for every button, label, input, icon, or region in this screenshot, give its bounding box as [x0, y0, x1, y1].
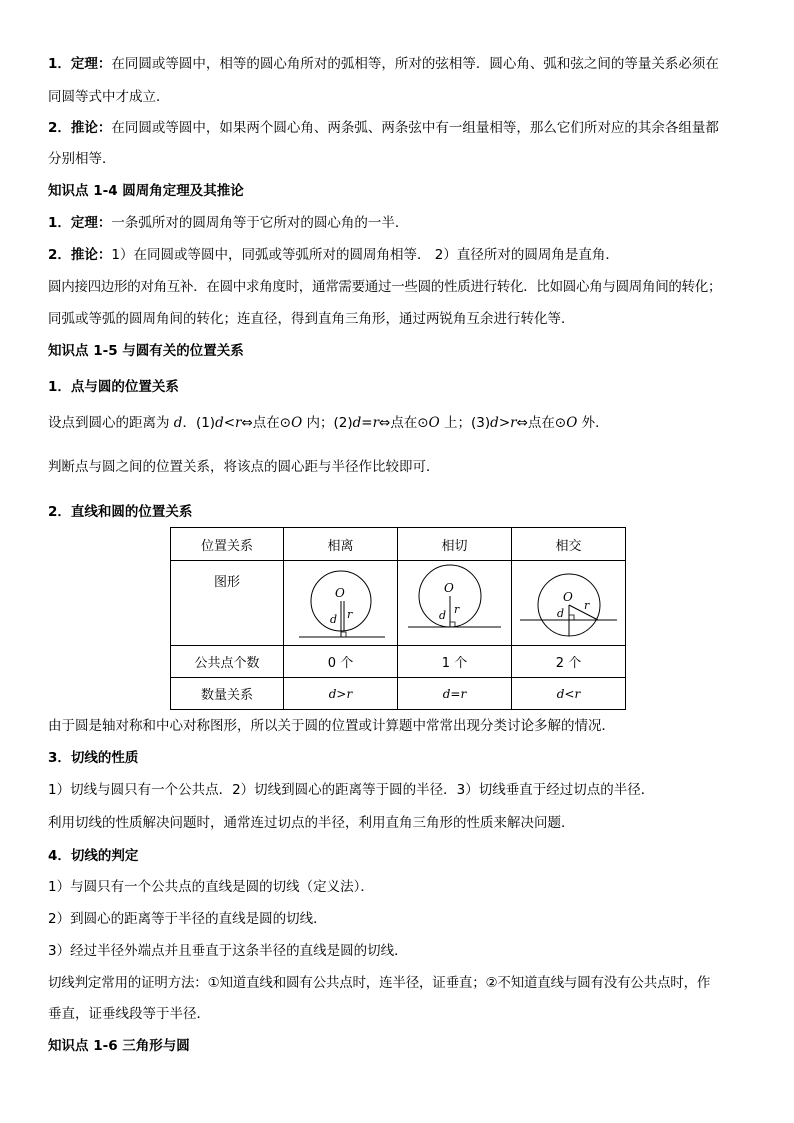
subsection-tangent-properties: 3．切线的性质	[48, 750, 139, 766]
label-r: r	[346, 608, 352, 621]
subsection-point-circle: 1．点与圆的位置关系	[48, 379, 179, 395]
item-text: 在同圆或等圆中，相等的圆心角所对的弧相等，所对的弦相等．圆心角、弧和弦之间的等量关系必须在	[111, 56, 719, 72]
circle-intersect-diagram	[512, 561, 625, 645]
table-cell: d>r	[284, 678, 398, 710]
table-label-cell: 公共点个数	[171, 646, 284, 678]
section-heading-1-5: 知识点 1-5 与圆有关的位置关系	[48, 343, 244, 359]
table-cell: 2 个	[512, 646, 626, 678]
condition-on: d=r	[352, 415, 380, 431]
table-label-cell: 数量关系	[171, 678, 284, 710]
tangent-properties-line: 1）切线与圆只有一个公共点．2）切线到圆心的距离等于圆的半径．3）切线垂直于经过切点的半径．	[48, 782, 655, 798]
symmetry-note-line: 由于圆是轴对称和中心对称图形，所以关于圆的位置或计算题中常常出现分类讨论多解的情况．	[48, 718, 615, 734]
item-label: 定理：	[70, 215, 112, 231]
table-header-cell: 相交	[512, 528, 626, 561]
label-d: d	[557, 607, 565, 620]
figure-separate-cell	[284, 561, 398, 646]
section-heading-1-6: 知识点 1-6 三角形与圆	[48, 1038, 190, 1054]
table-row-quantity	[171, 678, 626, 710]
var-o: O	[428, 415, 440, 431]
item-label: 定理：	[70, 56, 112, 72]
inscribed-quadrilateral-line: 圆内接四边形的对角互补．在圆中求角度时，通常需要通过一些圆的性质进行转化．比如圆心角与圆周角间的转化；	[48, 279, 722, 295]
table-cell: d<r	[512, 678, 626, 710]
label-o: O	[563, 590, 573, 604]
label-r: r	[584, 599, 590, 612]
theorem-1-continuation: 同圆等式中才成立．	[48, 89, 170, 105]
table-cell: 1 个	[398, 646, 512, 678]
table-cell: 0 个	[284, 646, 398, 678]
text-part: 上；(3)	[439, 415, 491, 431]
criteria-2-line: 2）到圆心的距离等于半径的直线是圆的切线．	[48, 911, 327, 927]
section-heading-1-4: 知识点 1-4 圆周角定理及其推论	[48, 183, 244, 199]
corollary-2-line	[48, 245, 619, 265]
conversion-line: 同弧或等弧的圆周角间的转化；连直径，得到直角三角形，通过两锐角互余进行转化等．	[48, 311, 575, 327]
figure-label: 图形	[213, 575, 240, 590]
item-label: 推论：	[70, 247, 112, 263]
circle-tangent-diagram	[398, 561, 511, 645]
corollary-1-line	[48, 118, 719, 138]
label-d: d	[329, 613, 337, 626]
table-cell: d=r	[398, 678, 512, 710]
text-part: ⇔点在⊙	[241, 415, 292, 431]
line-circle-relation-table	[170, 527, 626, 710]
text-part: ．(1)	[182, 415, 216, 431]
label-d: d	[439, 609, 447, 622]
item-number: 2．	[48, 247, 71, 263]
text-part: ⇔点在⊙	[516, 415, 567, 431]
table-row-header	[171, 528, 626, 561]
item-number: 1．	[48, 56, 71, 72]
point-circle-relation-line	[48, 413, 609, 433]
item-text: 在同圆或等圆中，如果两个圆心角、两条弧、两条弦中有一组量相等，那么它们所对应的其余各组量都	[111, 120, 719, 136]
item-label: 推论：	[70, 120, 112, 136]
item-text: 1）在同圆或等圆中，同弧或等弧所对的圆周角相等． 2）直径所对的圆周角是直角．	[111, 247, 619, 263]
proof-method-line: 切线判定常用的证明方法：①知道直线和圆有公共点时，连半径，证垂直；②不知道直线与圆有没有公共点时，作	[48, 975, 711, 991]
condition-inside: d<r	[215, 415, 242, 431]
item-number: 1．	[48, 215, 71, 231]
point-circle-judge-line: 判断点与圆之间的位置关系，将该点的圆心距与半径作比较即可．	[48, 459, 440, 475]
corollary-1-continuation: 分别相等．	[48, 151, 116, 167]
subsection-line-circle: 2．直线和圆的位置关系	[48, 504, 193, 520]
subsection-tangent-criteria: 4．切线的判定	[48, 848, 139, 864]
table-header-cell: 位置关系	[171, 528, 284, 561]
text-part: 设点到圆心的距离为	[48, 415, 174, 431]
var-o: O	[566, 415, 578, 431]
table-row-common-points	[171, 646, 626, 678]
tangent-usage-line: 利用切线的性质解决问题时，通常连过切点的半径，利用直角三角形的性质来解决问题．	[48, 815, 575, 831]
condition-outside: d>r	[490, 415, 517, 431]
var-d: d	[173, 415, 183, 431]
table-header-cell: 相切	[398, 528, 512, 561]
label-o: O	[334, 586, 345, 600]
text-part: 外．	[577, 415, 609, 431]
item-number: 2．	[48, 120, 71, 136]
criteria-1-line: 1）与圆只有一个公共点的直线是圆的切线（定义法）．	[48, 879, 374, 895]
label-r: r	[454, 603, 460, 616]
figure-intersect-cell	[512, 561, 626, 646]
criteria-3-line: 3）经过半径外端点并且垂直于这条半径的直线是圆的切线．	[48, 943, 408, 959]
text-part: ⇔点在⊙	[379, 415, 429, 431]
figure-tangent-cell	[398, 561, 512, 646]
var-o: O	[291, 415, 303, 431]
table-row-figure	[171, 561, 626, 646]
label-o: O	[444, 581, 454, 595]
text-part: 内；(2)	[302, 415, 353, 431]
table-header-cell: 相离	[284, 528, 398, 561]
circle-separate-diagram	[285, 561, 397, 645]
theorem-1-line	[48, 54, 719, 74]
theorem-2-line	[48, 213, 408, 233]
table-label-cell	[171, 561, 284, 646]
item-text: 一条弧所对的圆周角等于它所对的圆心角的一半．	[111, 215, 409, 231]
proof-method-continuation: 垂直，证垂线段等于半径．	[48, 1006, 210, 1022]
